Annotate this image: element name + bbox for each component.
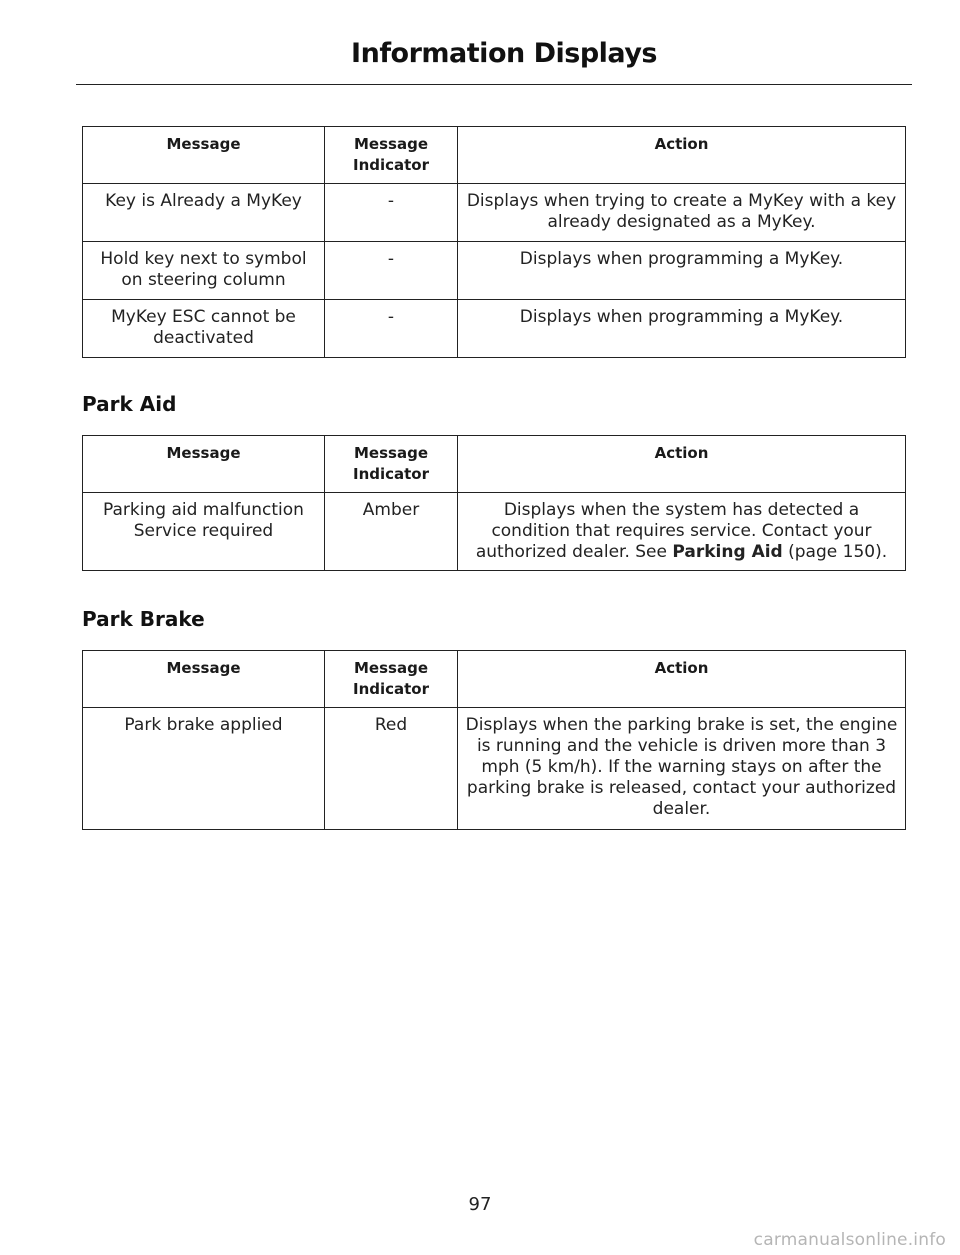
action-cell: Displays when the parking brake is set, the engine is running and the vehicle is driven more than 3 mph (5 km/h). If the warning stays on after the parking brake is released, contact your authorized dealer. — [458, 708, 906, 830]
title-divider — [76, 84, 912, 85]
page-title: Information Displays — [351, 38, 657, 69]
header-message-indicator: Message Indicator — [325, 651, 458, 708]
header-message: Message — [83, 127, 325, 184]
table-row — [83, 184, 906, 242]
message-cell: Key is Already a MyKey — [83, 184, 325, 242]
section-heading-park-aid: Park Aid — [82, 392, 177, 416]
message-cell: Park brake applied — [83, 708, 325, 830]
table-row — [83, 708, 906, 830]
mykey-messages-table — [82, 126, 906, 358]
header-message: Message — [83, 436, 325, 493]
header-message-indicator: Message Indicator — [325, 436, 458, 493]
indicator-cell: Amber — [325, 493, 458, 571]
header-message-indicator: Message Indicator — [325, 127, 458, 184]
header-action: Action — [458, 651, 906, 708]
park-brake-table — [82, 650, 906, 830]
indicator-cell: - — [325, 184, 458, 242]
message-cell: Hold key next to symbol on steering column — [83, 242, 325, 300]
park-aid-table — [82, 435, 906, 571]
message-cell: MyKey ESC cannot be deactivated — [83, 300, 325, 358]
header-action: Action — [458, 127, 906, 184]
table-row — [83, 300, 906, 358]
action-text: Displays when the system has detected a condition that requires service. Contact your authorized dealer. See — [475, 500, 872, 562]
indicator-cell: Red — [325, 708, 458, 830]
header-message: Message — [83, 651, 325, 708]
table-header-row — [83, 127, 906, 184]
header-action: Action — [458, 436, 906, 493]
watermark: carmanualsonline.info — [753, 1230, 946, 1250]
indicator-cell: - — [325, 300, 458, 358]
parking-aid-link[interactable]: Parking Aid — [672, 542, 783, 562]
action-cell: Displays when trying to create a MyKey with a key already designated as a MyKey. — [458, 184, 906, 242]
table-header-row — [83, 436, 906, 493]
message-cell: Parking aid malfunction Service required — [83, 493, 325, 571]
action-cell — [458, 493, 906, 571]
indicator-cell: - — [325, 242, 458, 300]
table-row — [83, 242, 906, 300]
table-row — [83, 493, 906, 571]
page-number: 97 — [468, 1194, 492, 1215]
action-page-ref: (page 150). — [782, 542, 888, 562]
action-cell: Displays when programming a MyKey. — [458, 300, 906, 358]
section-heading-park-brake: Park Brake — [82, 607, 205, 631]
table-header-row — [83, 651, 906, 708]
action-cell: Displays when programming a MyKey. — [458, 242, 906, 300]
